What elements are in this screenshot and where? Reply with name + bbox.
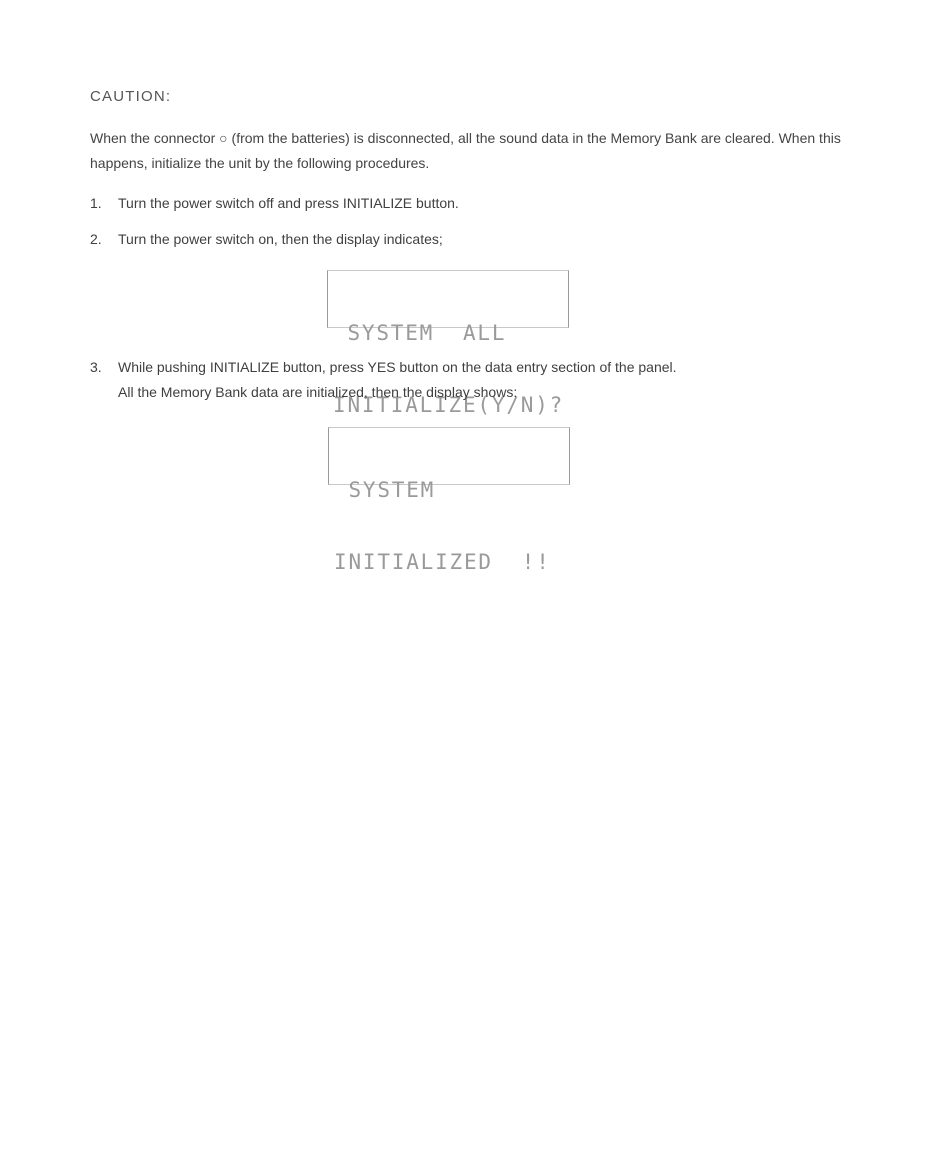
lcd-display-initialized [328, 427, 570, 574]
step-text: While pushing INITIALIZE button, press YES button on the data entry section of the panel. [118, 359, 677, 375]
step-item [90, 227, 850, 252]
step-number: 1. [90, 195, 102, 211]
lcd-line-2: INITIALIZED !! [334, 550, 551, 574]
step-number: 2. [90, 231, 102, 247]
lcd-line-1: SYSTEM [334, 478, 436, 502]
step-item [90, 355, 850, 405]
lcd-display-initialize-prompt [327, 270, 569, 417]
step-text: Turn the power switch on, then the display indicates; [118, 231, 443, 247]
step-text-continued: All the Memory Bank data are initialized, then the display shows: [118, 384, 518, 400]
step-item [90, 191, 850, 216]
caution-heading: CAUTION: [90, 88, 172, 105]
step-text: Turn the power switch off and press INITIALIZE button. [118, 195, 459, 211]
caution-intro-paragraph: When the connector ○ (from the batteries) is disconnected, all the sound data in the Memory Bank are cleared. When this happens, initialize the unit by the following procedures. [90, 130, 841, 171]
lcd-line-2: INITIALIZE(Y/N)? [333, 393, 565, 417]
lcd-line-1: SYSTEM ALL [333, 321, 507, 345]
step-number: 3. [90, 359, 102, 375]
